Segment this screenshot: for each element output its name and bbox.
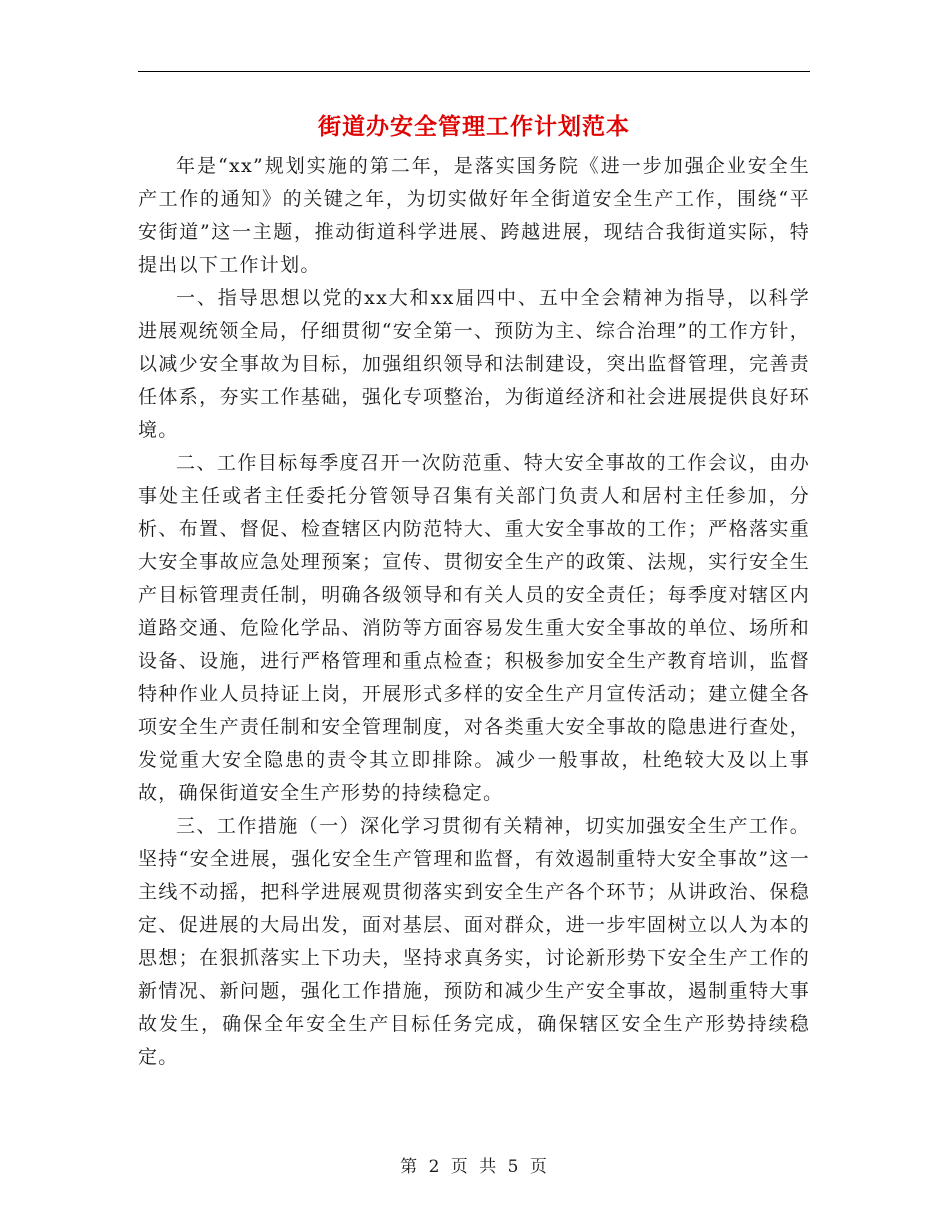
paragraph-work-measures: 三、工作措施（一）深化学习贯彻有关精神，切实加强安全生产工作。坚持“安全进展，强化安全生产管理和监督，有效遏制重特大安全事故”这一主线不动摇，把科学进展观贯彻落实到安全生产各个环节；从讲政治、保稳定、促进展的大局出发，面对基层、面对群众，进一步牢固树立以人为本的思想；在狠抓落实上下功夫，坚持求真务实，讨论新形势下安全生产工作的新情况、新问题，强化工作措施，预防和减少生产安全事故，遏制重特大事故发生，确保全年安全生产目标任务完成，确保辖区安全生产形势持续稳定。 — [138, 815, 810, 1068]
page-number-footer: 第 2 页 共 5 页 — [400, 1157, 550, 1177]
header-rule — [138, 71, 810, 72]
paragraph-guiding-ideology: 一、指导思想以党的xx大和xx届四中、五中全会精神为指导，以科学进展观统领全局，仔细贯彻“安全第一、预防为主、综合治理”的工作方针，以减少安全事故为目标，加强组织领导和法制建设，突出监督管理，完善责任体系，夯实工作基础，强化专项整治，为街道经济和社会进展提供良好环境。 — [138, 287, 810, 441]
document-title: 街道办安全管理工作计划范本 — [318, 113, 630, 140]
paragraph-intro: 年是“xx”规划实施的第二年，是落实国务院《进一步加强企业安全生产工作的通知》的关键之年，为切实做好年全街道安全生产工作，围绕“平安街道”这一主题，推动街道科学进展、跨越进展，现结合我街道实际，特提出以下工作计划。 — [138, 155, 810, 276]
document-body — [138, 150, 810, 1074]
paragraph-work-goals: 二、工作目标每季度召开一次防范重、特大安全事故的工作会议，由办事处主任或者主任委托分管领导召集有关部门负责人和居村主任参加，分析、布置、督促、检查辖区内防范特大、重大安全事故的工作；严格落实重大安全事故应急处理预案；宣传、贯彻安全生产的政策、法规，实行安全生产目标管理责任制，明确各级领导和有关人员的安全责任；每季度对辖区内道路交通、危险化学品、消防等方面容易发生重大安全事故的单位、场所和设备、设施，进行严格管理和重点检查；积极参加安全生产教育培训，监督特种作业人员持证上岗，开展形式多样的安全生产月宣传活动；建立健全各项安全生产责任制和安全管理制度，对各类重大安全事故的隐患进行查处，发觉重大安全隐患的责令其立即排除。减少一般事故，杜绝较大及以上事故，确保街道安全生产形势的持续稳定。 — [138, 452, 810, 804]
